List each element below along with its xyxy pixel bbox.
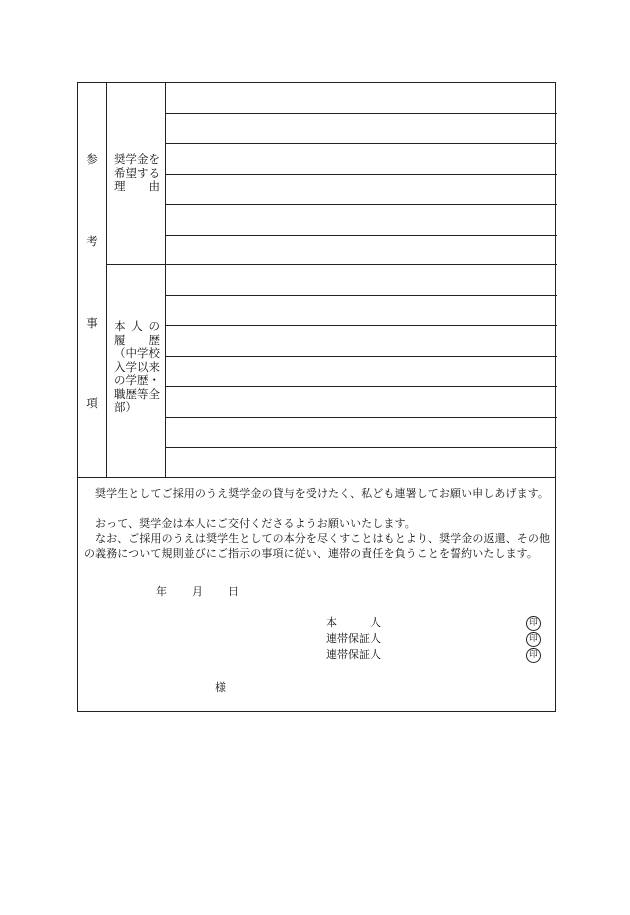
reason-input-row[interactable] [166, 144, 557, 175]
history-label-line: 履 歴 [114, 332, 160, 347]
history-input-row[interactable] [166, 265, 557, 296]
pledge-section [78, 477, 555, 713]
pledge-paragraph-1: 奨学生としてご採用のうえ奨学金の貸与を受けたく、私ども連署してお願い申しあげます。 [95, 487, 549, 500]
history-label-line: 職歴等全 [114, 386, 160, 401]
reason-rows [166, 83, 557, 264]
application-form [77, 82, 556, 712]
reason-label-line: 理 由 [114, 179, 160, 193]
date-day-label: 日 [228, 585, 239, 598]
pledge-paragraph-2: おって、奨学金は本人にご交付くださるようお願いいたします。 [95, 517, 416, 530]
seal-mark: 印 [526, 632, 541, 647]
side-char: 事 [86, 316, 98, 330]
reason-input-row[interactable] [166, 205, 557, 236]
history-label [106, 265, 166, 477]
reason-input-row[interactable] [166, 83, 557, 114]
history-label-line: 部） [114, 400, 137, 414]
pledge-paragraph-3: なお、ご採用のうえは奨学生としての本分を尽くすことはもとより、奨学金の返還、その他の義務について規則並びにご指示の事項に従い、連帯の責任を負うことを誓約いたします。 [84, 532, 551, 560]
history-label-line: 入学以来 [114, 359, 160, 374]
reason-input-row[interactable] [166, 114, 557, 145]
addressee-suffix: 様 [215, 681, 226, 694]
history-input-row[interactable] [166, 418, 557, 449]
reason-section [106, 83, 557, 265]
reason-label-line: 希望する [114, 165, 160, 180]
history-input-row[interactable] [166, 387, 557, 418]
reason-input-row[interactable] [166, 236, 557, 267]
history-input-row[interactable] [166, 326, 557, 357]
reason-label [106, 83, 166, 264]
history-input-row[interactable] [166, 296, 557, 327]
history-input-row[interactable] [166, 448, 557, 479]
history-label-line: の学歴・ [114, 373, 160, 387]
date-year-label: 年 [156, 585, 167, 598]
side-char: 考 [86, 234, 98, 248]
history-label-line: （中学校 [114, 346, 160, 360]
reference-side-label [78, 83, 107, 477]
history-input-row[interactable] [166, 357, 557, 388]
signer-guarantor-2: 連帯保証人 [326, 648, 381, 661]
reason-input-row[interactable] [166, 175, 557, 206]
reason-label-line: 奨学金を [114, 152, 160, 166]
seal-mark: 印 [526, 648, 541, 663]
seal-mark: 印 [526, 616, 541, 631]
date-month-label: 月 [192, 585, 203, 598]
side-char: 項 [86, 396, 98, 410]
history-label-line: 本 人 の [114, 319, 160, 333]
reference-section [78, 83, 555, 478]
signer-applicant: 本 人 [326, 616, 381, 629]
history-section [106, 265, 557, 477]
history-rows [166, 265, 557, 477]
side-char: 参 [86, 152, 98, 166]
signer-guarantor-1: 連帯保証人 [326, 632, 381, 645]
